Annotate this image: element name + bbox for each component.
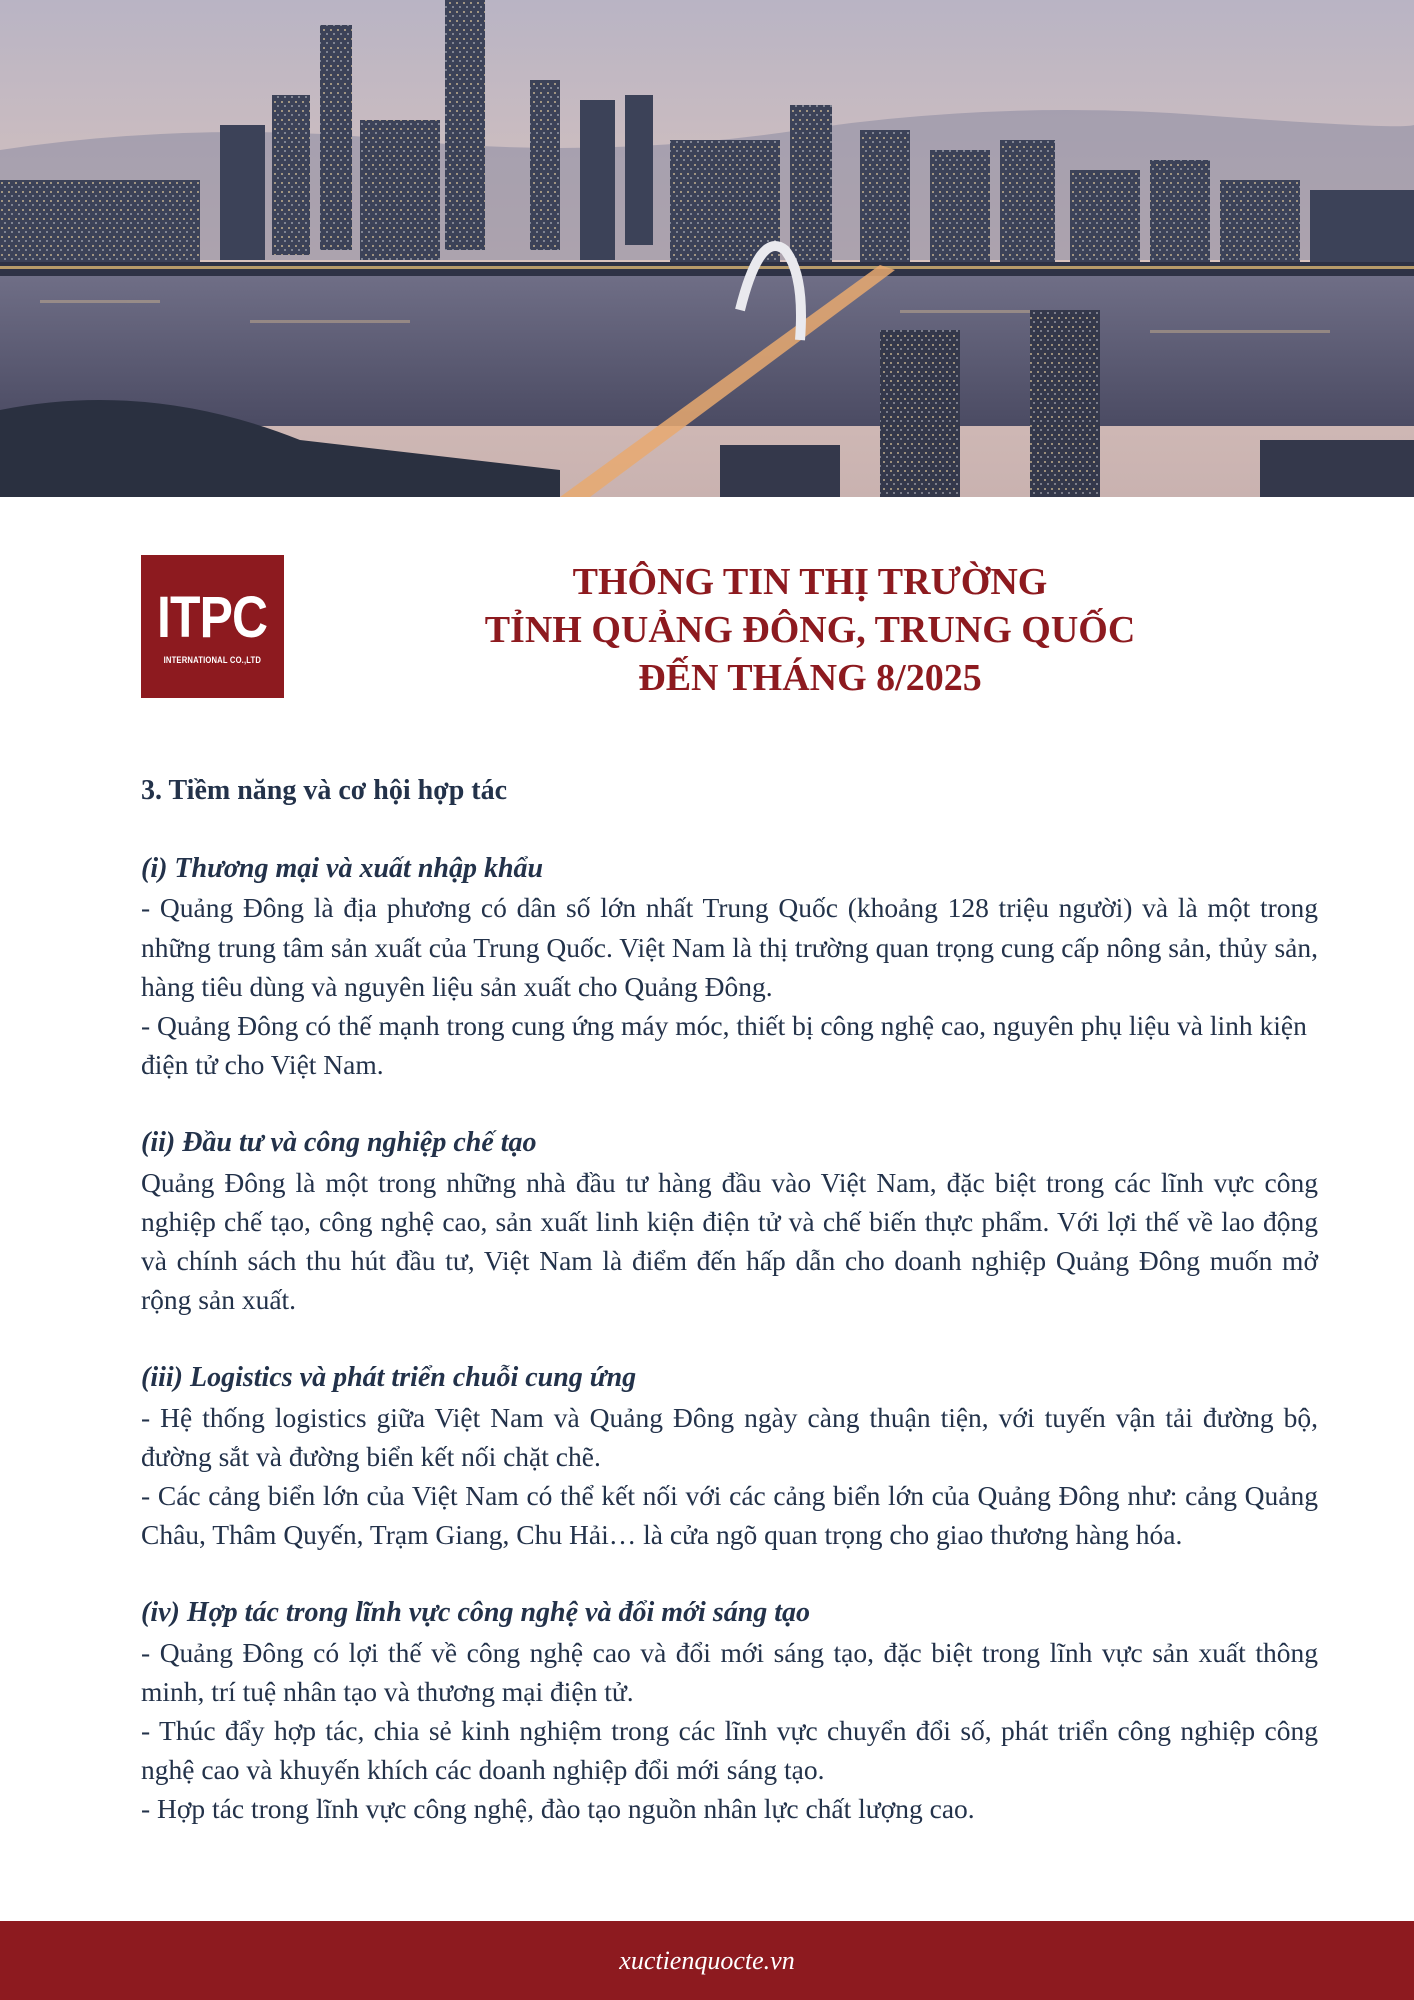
logo-subtitle: INTERNATIONAL CO.,LTD — [163, 654, 262, 665]
paragraph: Quảng Đông là một trong những nhà đầu tư hàng đầu vào Việt Nam, đặc biệt trong các lĩnh vực công nghiệp chế tạo, công nghệ cao, sản xuất linh kiện điện tử và chế biến thực phẩm. Với lợi thế về lao động và chính sách thu hút đầu tư, Việt Nam là điểm đến hấp dẫn cho doanh nghiệp Quảng Đông muốn mở rộng sản xuất. — [141, 1166, 1318, 1316]
title-line-3: ĐẾN THÁNG 8/2025 — [638, 657, 982, 699]
subsection-heading: (iv) Hợp tác trong lĩnh vực công nghệ và đổi mới sáng tạo — [141, 1597, 811, 1629]
logo-wordmark: ITPC — [157, 584, 268, 650]
subsection-technology — [141, 1593, 1318, 1828]
page-title — [400, 558, 1220, 702]
paragraph: - Hợp tác trong lĩnh vực công nghệ, đào tạo nguồn nhân lực chất lượng cao. — [141, 1793, 975, 1825]
section-heading: 3. Tiềm năng và cơ hội hợp tác — [141, 775, 508, 806]
subsection-heading: (i) Thương mại và xuất nhập khẩu — [141, 853, 544, 885]
paragraph: - Quảng Đông là địa phương có dân số lớn nhất Trung Quốc (khoảng 128 triệu người) và là một trong những trung tâm sản xuất của Trung Quốc. Việt Nam là thị trường quan trọng cung cấp nông sản, thủy sản, hàng tiêu dùng và nguyên liệu sản xuất cho Quảng Đông. — [141, 892, 1318, 1002]
footer-bar — [0, 1921, 1414, 2000]
subsection-investment — [141, 1123, 1318, 1319]
itpc-logo — [141, 555, 284, 698]
title-line-1: THÔNG TIN THỊ TRƯỜNG — [572, 561, 1048, 603]
website-link[interactable]: xuctienquocte.vn — [619, 1945, 795, 1975]
paragraph: - Thúc đẩy hợp tác, chia sẻ kinh nghiệm trong các lĩnh vực chuyển đổi số, phát triển công nghiệp công nghệ cao và khuyến khích các doanh nghiệp đổi mới sáng tạo. — [141, 1715, 1318, 1786]
paragraph: - Hệ thống logistics giữa Việt Nam và Quảng Đông ngày càng thuận tiện, với tuyến vận tải đường bộ, đường sắt và đường biển kết nối chặt chẽ. — [141, 1401, 1318, 1472]
subsection-trade — [141, 849, 1318, 1084]
article-body — [141, 771, 1318, 1868]
title-line-2: TỈNH QUẢNG ĐÔNG, TRUNG QUỐC — [484, 609, 1136, 651]
paragraph: - Quảng Đông có thế mạnh trong cung ứng máy móc, thiết bị công nghệ cao, nguyên phụ liệu và linh kiện điện tử cho Việt Nam. — [141, 1010, 1307, 1081]
subsection-heading: (iii) Logistics và phát triển chuỗi cung ứng — [141, 1362, 637, 1394]
paragraph: - Quảng Đông có lợi thế về công nghệ cao và đổi mới sáng tạo, đặc biệt trong lĩnh vực sản xuất thông minh, trí tuệ nhân tạo và thương mại điện tử. — [141, 1636, 1318, 1707]
subsection-heading: (ii) Đầu tư và công nghiệp chế tạo — [141, 1127, 537, 1159]
subsection-logistics — [141, 1358, 1318, 1554]
hero-city-photo — [0, 0, 1414, 497]
paragraph: - Các cảng biển lớn của Việt Nam có thể kết nối với các cảng biển lớn của Quảng Đông như: cảng Quảng Châu, Thâm Quyến, Trạm Giang, Chu Hải… là cửa ngõ quan trọng cho giao thương hàng hóa. — [141, 1480, 1318, 1551]
